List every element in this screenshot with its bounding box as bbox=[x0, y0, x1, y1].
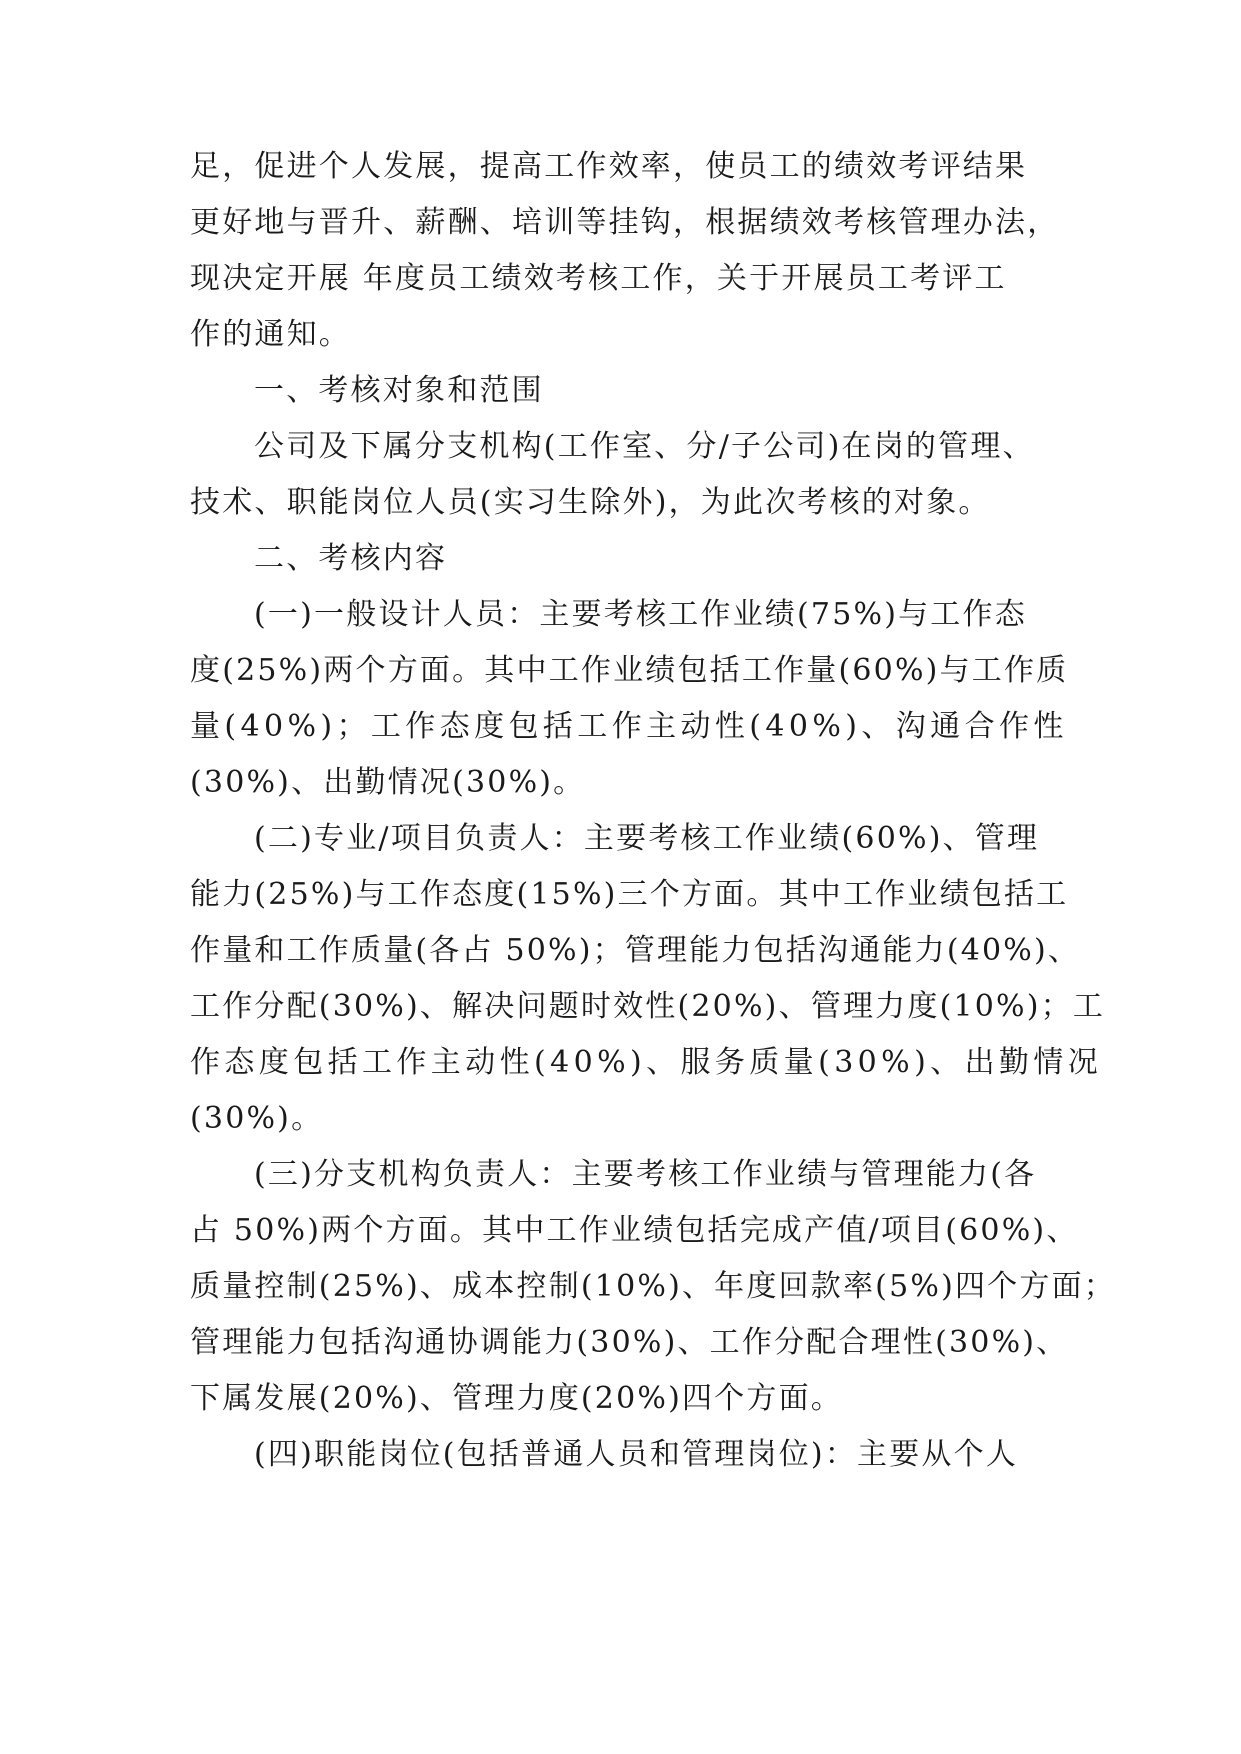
text-line: 技术、职能岗位人员(实习生除外)，为此次考核的对象。 bbox=[190, 485, 991, 520]
section-heading: 二、考核内容 bbox=[254, 541, 448, 576]
text-line: (四)职能岗位(包括普通人员和管理岗位)：主要从个人 bbox=[254, 1437, 1019, 1472]
text-line: 更好地与晋升、薪酬、培训等挂钩，根据绩效考核管理办法， bbox=[190, 205, 1060, 240]
text-line: 量(40%)；工作态度包括工作主动性(40%)、沟通合作性 bbox=[190, 709, 1068, 744]
text-line: 管理能力包括沟通协调能力(30%)、工作分配合理性(30%)、 bbox=[190, 1325, 1069, 1360]
text-line: (30%)。 bbox=[190, 1101, 324, 1136]
text-line: 公司及下属分支机构(工作室、分/子公司)在岗的管理、 bbox=[254, 429, 1035, 464]
text-line: (30%)、出勤情况(30%)。 bbox=[190, 765, 586, 800]
text-line: 能力(25%)与工作态度(15%)三个方面。其中工作业绩包括工 bbox=[190, 877, 1069, 912]
text-line: 下属发展(20%)、管理力度(20%)四个方面。 bbox=[190, 1381, 843, 1416]
text-line: 现决定开展 年度员工绩效考核工作，关于开展员工考评工 bbox=[190, 261, 1007, 296]
text-line: (三)分支机构负责人：主要考核工作业绩与管理能力(各 bbox=[254, 1157, 1037, 1192]
text-line: (一)一般设计人员：主要考核工作业绩(75%)与工作态 bbox=[254, 597, 1027, 632]
text-line: 作的通知。 bbox=[190, 317, 351, 352]
text-line: 质量控制(25%)、成本控制(10%)、年度回款率(5%)四个方面； bbox=[190, 1269, 1116, 1304]
text-line: 作量和工作质量(各占 50%)；管理能力包括沟通能力(40%)、 bbox=[190, 933, 1081, 968]
text-line: (二)专业/项目负责人：主要考核工作业绩(60%)、管理 bbox=[254, 821, 1040, 856]
text-line: 作态度包括工作主动性(40%)、服务质量(30%)、出勤情况 bbox=[190, 1045, 1103, 1080]
text-line: 占 50%)两个方面。其中工作业绩包括完成产值/项目(60%)、 bbox=[190, 1213, 1079, 1248]
section-heading: 一、考核对象和范围 bbox=[254, 373, 544, 408]
text-line: 足，促进个人发展，提高工作效率，使员工的绩效考评结果 bbox=[190, 149, 1028, 184]
text-line: 工作分配(30%)、解决问题时效性(20%)、管理力度(10%)；工 bbox=[190, 989, 1106, 1024]
text-line: 度(25%)两个方面。其中工作业绩包括工作量(60%)与工作质 bbox=[190, 653, 1069, 688]
